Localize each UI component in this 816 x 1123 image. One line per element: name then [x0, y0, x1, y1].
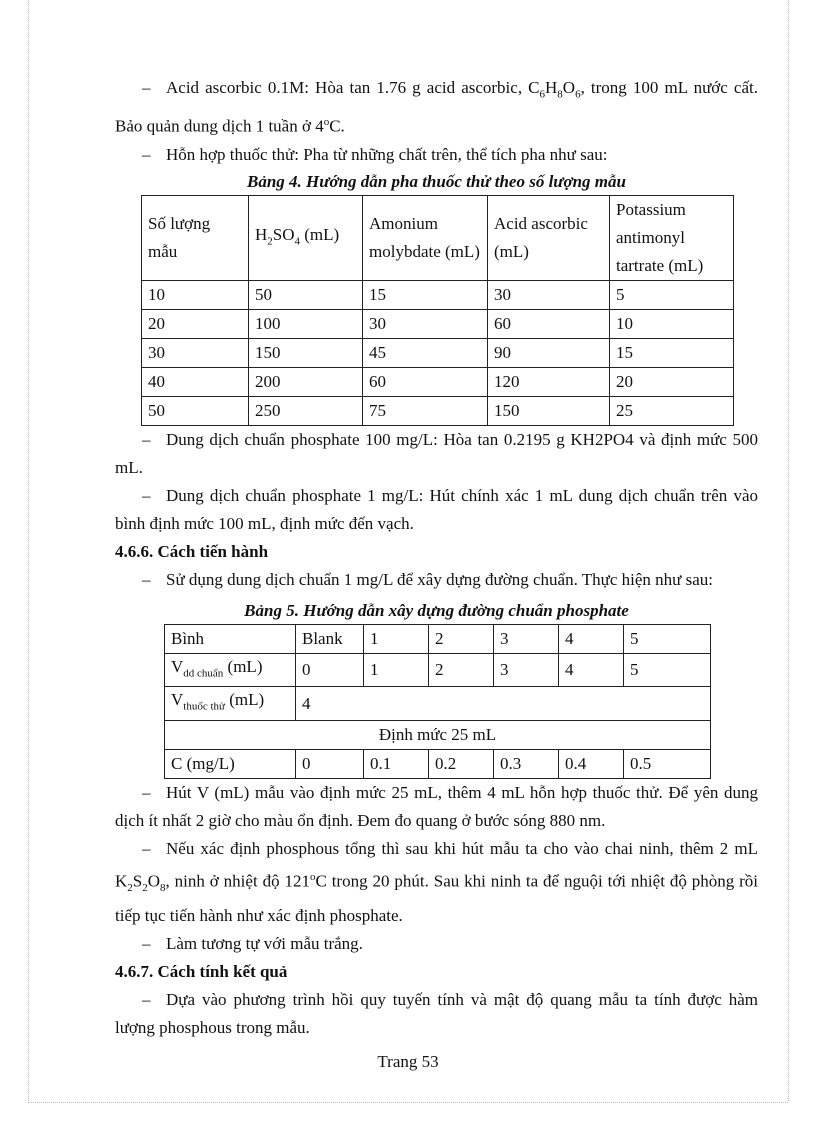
section-heading-procedure: 4.6.6. Cách tiến hành	[115, 542, 269, 562]
header-potassium-tartrate: Potassium antimonyl tartrate (mL)	[610, 196, 734, 281]
paragraph-blank: – Làm tương tự với mẫu trắng.	[142, 933, 363, 953]
paragraph-reagent-mix: – Hỗn hợp thuốc thử: Pha từ những chất trên, thể tích pha như sau:	[142, 145, 608, 165]
page-border-bottom	[28, 1102, 788, 1103]
paragraph-calibration: – Sử dụng dung dịch chuẩn 1 mg/L để xây dựng đường chuẩn. Thực hiện như sau:	[142, 570, 714, 590]
table-5-caption: Bảng 5. Hướng dẫn xây dựng đường chuẩn phosphate	[244, 601, 629, 621]
calibration-table	[164, 624, 711, 779]
paragraph-calculation: – Dựa vào phương trình hồi quy tuyến tính và mật độ quang mẫu ta tính được hàm lượng phosphous trong mẫu.	[115, 989, 758, 1037]
header-sample-count: Số lượng mẫu	[142, 196, 249, 281]
table-row: $V_{thuốc thử}$ (mL) 4	[165, 687, 711, 720]
table-4-caption: Bảng 4. Hướng dẫn pha thuốc thử theo số lượng mẫu	[247, 172, 626, 192]
header-h2so4: $H_2SO_4$ (mL)	[249, 196, 363, 281]
page-border-left	[28, 0, 29, 1101]
paragraph-standard-1: – Dung dịch chuẩn phosphate 1 mg/L: Hút chính xác 1 mL dung dịch chuẩn trên vào bình định mức 100 mL, định mức đến vạch.	[115, 486, 758, 534]
page-border-right	[788, 0, 789, 1101]
table-row: 40 200 60 120 20	[142, 368, 734, 397]
table-row: 20 100 30 60 10	[142, 310, 734, 339]
table-row: 30 150 45 90 15	[142, 339, 734, 368]
table-row: C (mg/L) 0 0.1 0.2 0.3 0.4 0.5	[165, 749, 711, 778]
header-amonium-molybdate: Amonium molybdate (mL)	[363, 196, 488, 281]
paragraph-acid-ascorbic: – Acid ascorbic 0.1M: Hòa tan 1.76 g acid ascorbic, $C_6H_8O_6$, trong 100 mL nước cất. Bảo quản dung dịch 1 tuần ở 4$^o$C.	[115, 78, 758, 137]
table-row: Bình Blank 1 2 3 4 5	[165, 625, 711, 654]
table-row: 50 250 75 150 25	[142, 397, 734, 426]
table-header-row	[142, 196, 734, 281]
table-row: Định mức 25 mL	[165, 720, 711, 749]
table-row: 10 50 15 30 5	[142, 281, 734, 310]
page-content	[115, 74, 758, 1042]
page-number: Trang 53	[377, 1052, 439, 1071]
paragraph-total-phosphous: – Nếu xác định phosphous tổng thì sau khi hút mẫu ta cho vào chai ninh, thêm 2 mL $K_2S_2O_8$, ninh ở nhiệt độ 121$^o$C trong 20 phút. Sau khi ninh ta để nguội tới nhiệt độ phòng rồi tiếp tục tiến hành như xác định phosphate.	[115, 838, 758, 925]
row-label-v-standard: $V_{dd chuẩn}$ (mL)	[165, 654, 296, 687]
paragraph-measurement: – Hút V (mL) mẫu vào định mức 25 mL, thêm 4 mL hỗn hợp thuốc thử. Để yên dung dịch ít nhất 2 giờ cho màu ổn định. Đem đo quang ở bước sóng 880 nm.	[115, 782, 758, 830]
paragraph-standard-100: – Dung dịch chuẩn phosphate 100 mg/L: Hòa tan 0.2195 g KH2PO4 và định mức 500 mL.	[115, 430, 758, 478]
row-label-v-reagent: $V_{thuốc thử}$ (mL)	[165, 687, 296, 720]
reagent-table	[141, 195, 734, 426]
section-heading-calculation: 4.6.7. Cách tính kết quả	[115, 961, 288, 981]
table-row: $V_{dd chuẩn}$ (mL) 0 1 2 3 4 5	[165, 654, 711, 687]
header-acid-ascorbic: Acid ascorbic (mL)	[488, 196, 610, 281]
